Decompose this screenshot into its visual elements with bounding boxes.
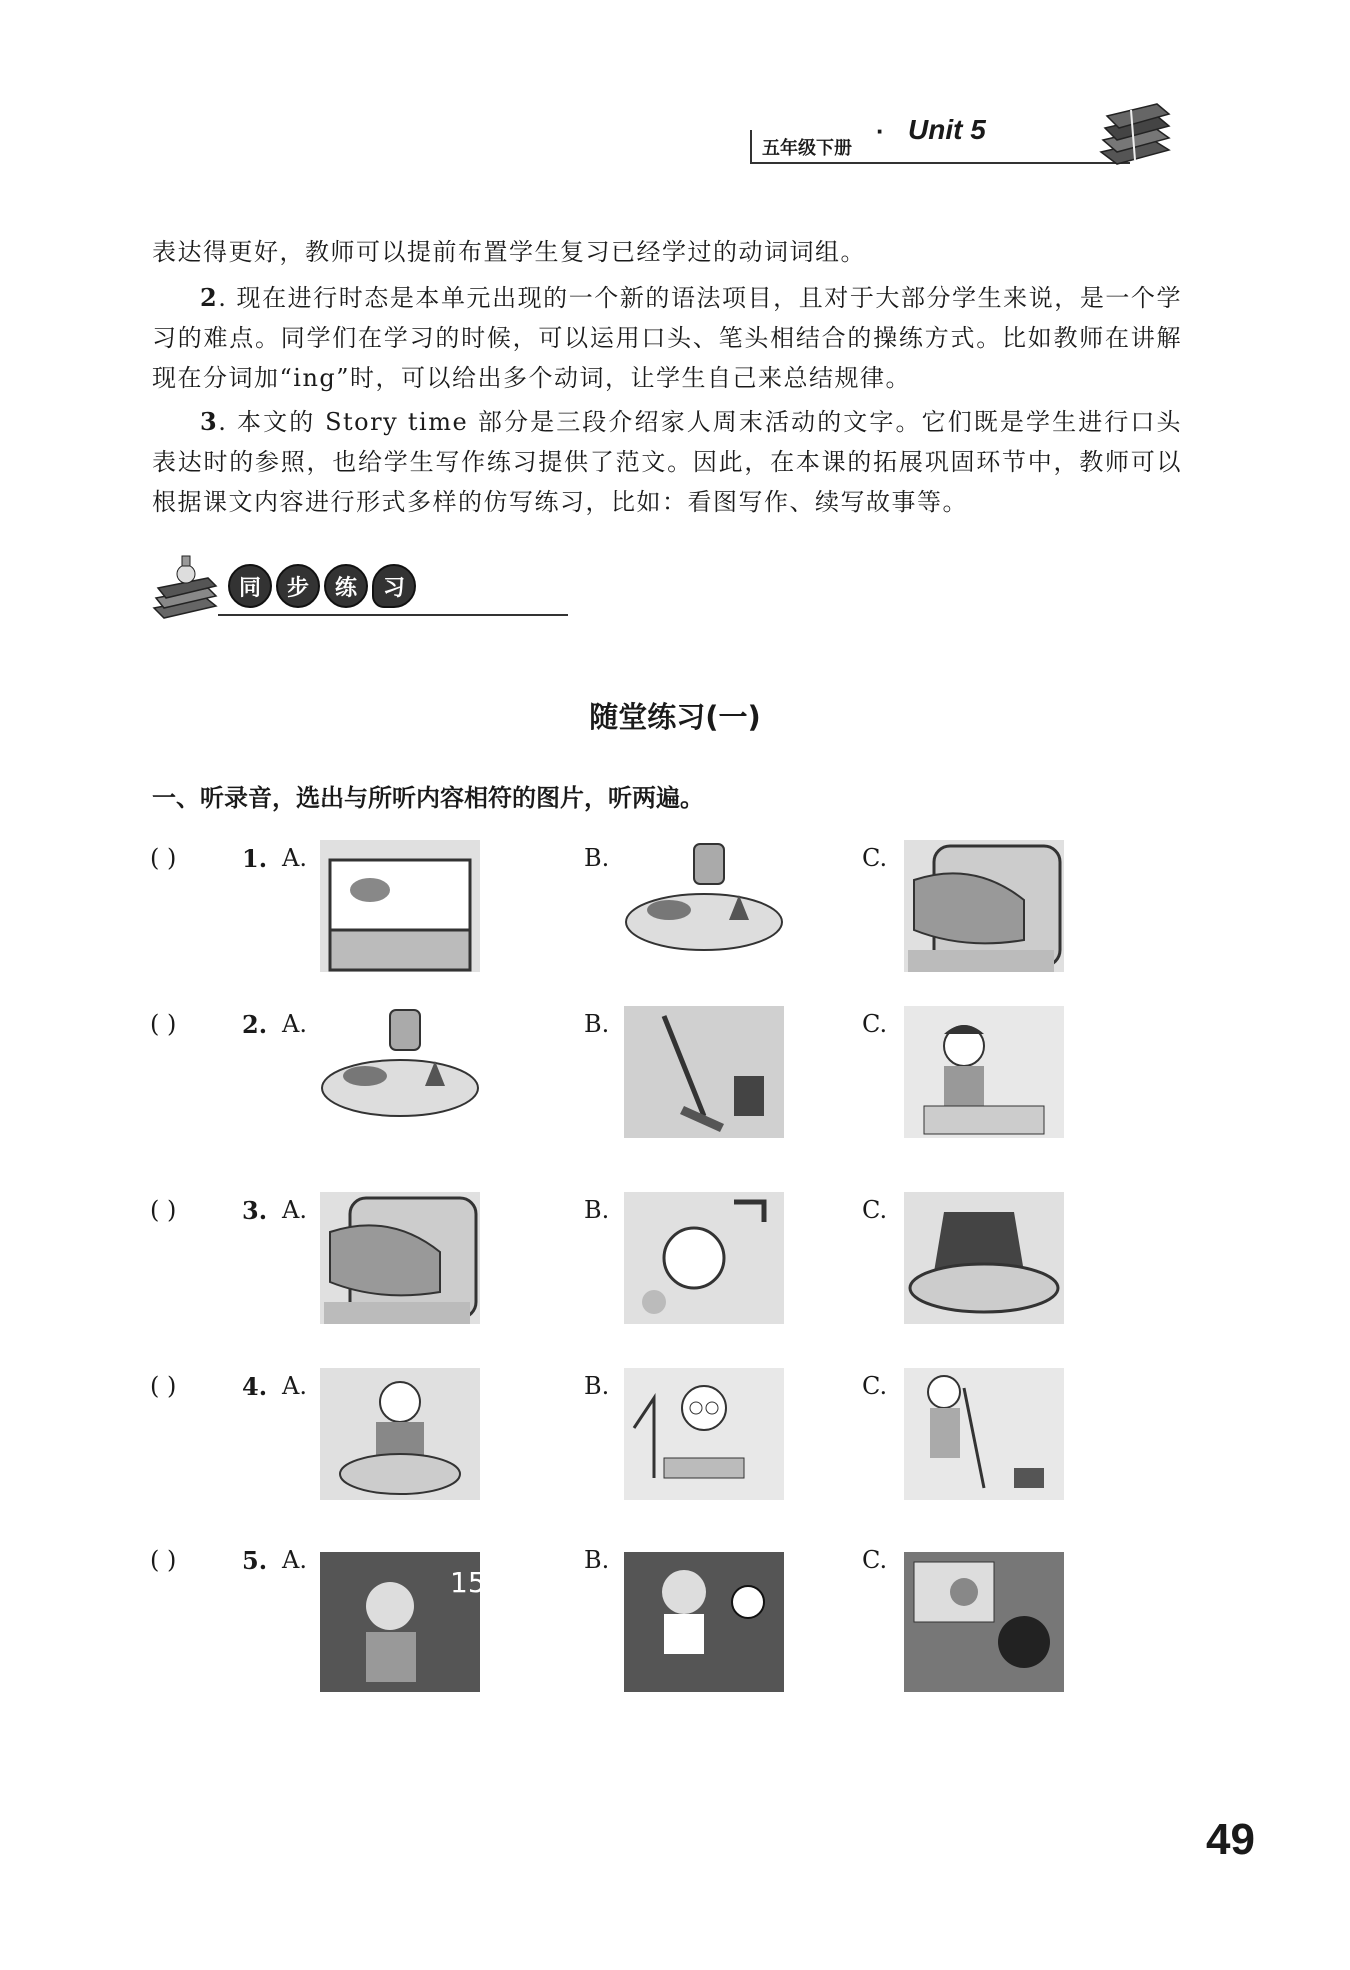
option-a-label: A. <box>282 1196 307 1224</box>
table-wiping-picture[interactable] <box>320 1006 480 1138</box>
option-a-label: A. <box>282 1372 307 1400</box>
question-number: 2. <box>242 1010 268 1039</box>
header-rule <box>750 162 1130 164</box>
clothes-washing-picture[interactable] <box>904 1192 1064 1324</box>
header-divider <box>750 130 752 164</box>
paragraph-2 <box>152 278 1182 398</box>
car-window-cleaning-picture[interactable] <box>320 840 480 972</box>
paragraph-2-text: . 现在进行时态是本单元出现的一个新的语法项目，且对于大部分学生来说，是一个学习的难点。同学们在学习的时候，可以运用口头、笔头相结合的操练方式。比如教师在讲解现在分词加“ing”时，可以给出多个动词，让学生自己来总结规律。 <box>152 284 1182 392</box>
paragraph-3 <box>152 402 1182 522</box>
option-b-label: B. <box>584 1372 610 1400</box>
question-number: 4. <box>242 1372 268 1401</box>
paragraph-3-number: 3 <box>200 407 219 436</box>
option-c-label: C. <box>862 1010 888 1038</box>
option-c-label: C. <box>862 1546 888 1574</box>
question-row <box>150 1366 1200 1506</box>
banner-char: 练 <box>324 564 368 608</box>
answer-blank[interactable]: ( ) <box>150 844 177 872</box>
bed-making-picture[interactable] <box>904 840 1064 972</box>
option-b-label: B. <box>584 844 610 872</box>
boy-playing-basketball-picture[interactable] <box>904 1552 1064 1692</box>
option-b-label: B. <box>584 1196 610 1224</box>
paragraph-3-text: . 本文的 Story time 部分是三段介绍家人周末活动的文字。它们既是学生进行口头表达时的参照，也给学生写作练习提供了范文。因此，在本课的拓展巩固环节中，教师可以根据课文内容进行形式多样的仿写练习，比如：看图写作、续写故事等。 <box>152 408 1182 516</box>
question-heading: 一、听录音，选出与所听内容相符的图片，听两遍。 <box>152 784 704 812</box>
girl-sweeping-picture[interactable] <box>904 1368 1064 1500</box>
answer-blank[interactable]: ( ) <box>150 1196 177 1224</box>
boy-playing-football-picture[interactable] <box>624 1552 784 1692</box>
unit-label: Unit 5 <box>908 114 986 145</box>
answer-blank[interactable]: ( ) <box>150 1372 177 1400</box>
question-row <box>150 1540 1200 1680</box>
question-number: 1. <box>242 844 268 873</box>
question-row <box>150 1004 1200 1144</box>
answer-blank[interactable]: ( ) <box>150 1546 177 1574</box>
option-a-label: A. <box>282 1010 307 1038</box>
answer-blank[interactable]: ( ) <box>150 1010 177 1038</box>
floor-sweeping-picture[interactable] <box>624 1006 784 1138</box>
table-wiping-picture[interactable] <box>624 840 784 972</box>
option-a-label: A. <box>282 844 307 872</box>
banner-char: 习 <box>372 564 416 608</box>
lesson-title: 随堂练习(一) <box>589 700 761 734</box>
girl-washing-dishes-picture[interactable] <box>904 1006 1064 1138</box>
header-dot: · <box>876 116 885 146</box>
option-a-label: A. <box>282 1546 307 1574</box>
option-b-label: B. <box>584 1010 610 1038</box>
banner-char: 步 <box>276 564 320 608</box>
boy-washing-clothes-picture[interactable] <box>320 1368 480 1500</box>
question-number: 3. <box>242 1196 268 1225</box>
boy-climbing-picture[interactable] <box>320 1552 486 1692</box>
book-stack-icon <box>1095 100 1175 170</box>
lamp-books-icon <box>150 548 230 628</box>
boy-reading-books-picture[interactable] <box>624 1368 784 1500</box>
question-row <box>150 838 1200 978</box>
banner-title <box>228 564 416 608</box>
option-c-label: C. <box>862 1196 888 1224</box>
section-banner <box>150 548 420 628</box>
page-header <box>750 108 1170 168</box>
paragraph-continued: 表达得更好，教师可以提前布置学生复习已经学过的动词词组。 <box>152 238 866 266</box>
dish-washing-picture[interactable] <box>624 1192 784 1324</box>
option-c-label: C. <box>862 844 888 872</box>
svg-text:15: 15 <box>450 1566 486 1599</box>
question-number: 5. <box>242 1546 268 1575</box>
bed-making-picture[interactable] <box>320 1192 480 1324</box>
banner-char: 同 <box>228 564 272 608</box>
page-number: 49 <box>1206 1815 1255 1864</box>
banner-rule <box>218 614 568 616</box>
option-c-label: C. <box>862 1372 888 1400</box>
grade-label: 五年级下册 <box>762 138 852 159</box>
question-row <box>150 1190 1200 1330</box>
paragraph-2-number: 2 <box>200 283 219 312</box>
option-b-label: B. <box>584 1546 610 1574</box>
